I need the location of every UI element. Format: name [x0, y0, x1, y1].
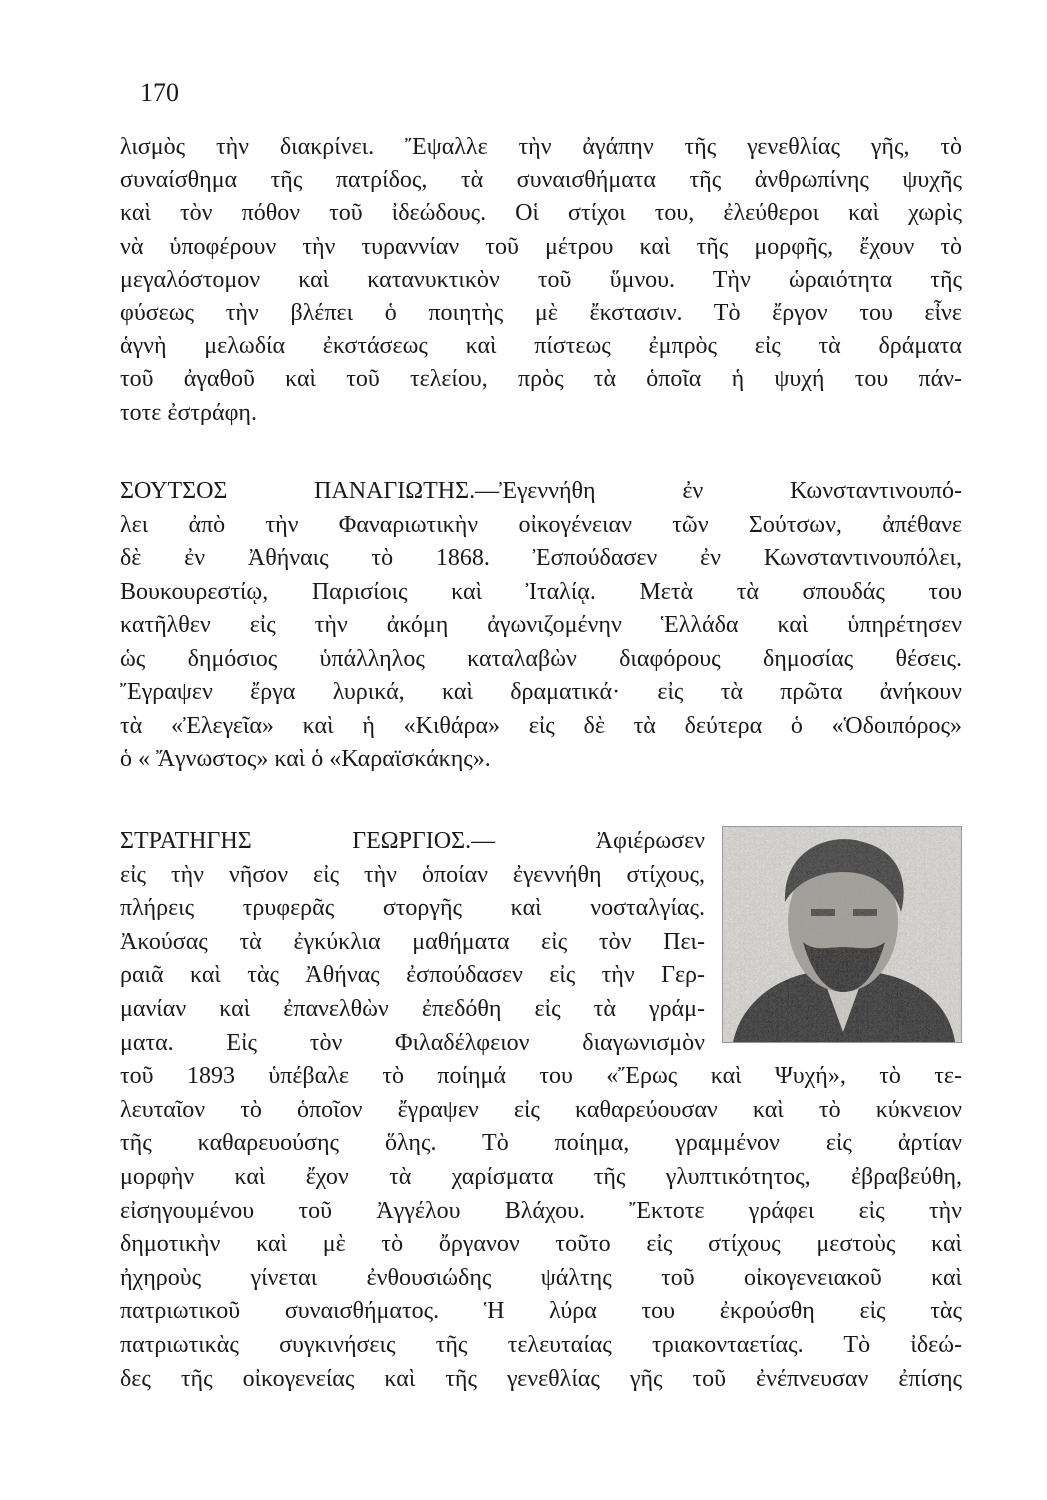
- text-line: ἠχηροὺς γίνεται ἐνθουσιώδης ψάλτης τοῦ οἰκογενειακοῦ καὶ: [120, 1264, 962, 1291]
- text-line: ὁ « Ἄγνωστος» καὶ ὁ «Καραϊσκάκης».: [120, 746, 491, 772]
- text-line: συναίσθημα τῆς πατρίδος, τὰ συναισθήματα τῆς ἀνθρωπίνης ψυχῆς: [120, 167, 962, 194]
- text-line: Ἔγραψεν ἔργα λυρικά, καὶ δραματικά· εἰς τὰ πρῶτα ἀνήκουν: [120, 679, 962, 705]
- text-line: ἁγνὴ μελωδία ἐκστάσεως καὶ πίστεως ἐμπρὸς εἰς τὰ δράματα: [120, 333, 962, 360]
- text-line: μανίαν καὶ ἐπανελθὼν ἐπεδόθη εἰς τὰ γράμ-: [120, 996, 705, 1022]
- text-line: καὶ τὸν πόθον τοῦ ἰδεώδους. Οἱ στίχοι του, ἐλεύθεροι καὶ χωρὶς: [120, 200, 962, 227]
- text-line: δὲ ἐν Ἀθήναις τὸ 1868. Ἐσπούδασεν ἐν Κωνσταντινουπόλει,: [120, 545, 962, 571]
- text-line: κατῆλθεν εἰς τὴν ἀκόμη ἀγωνιζομένην Ἑλλάδα καὶ ὑπηρέτησεν: [120, 612, 962, 638]
- entry-heading-line: ΣΟΥΤΣΟΣ ΠΑΝΑΓΙΩΤΗΣ.—Ἐγεννήθη ἐν Κωνσταντινουπό-: [120, 478, 962, 504]
- text-line: τοῦ ἀγαθοῦ καὶ τοῦ τελείου, πρὸς τὰ ὁποῖα ἡ ψυχή του πάν-: [120, 366, 962, 393]
- text-line: εἰσηγουμένου τοῦ Ἀγγέλου Βλάχου. Ἔκτοτε γράφει εἰς τὴν: [120, 1197, 962, 1224]
- text-line: νὰ ὑποφέρουν τὴν τυραννίαν τοῦ μέτρου καὶ τῆς μορφῆς, ἔχουν τὸ: [120, 233, 962, 260]
- text-line: φύσεως τὴν βλέπει ὁ ποιητὴς μὲ ἔκστασιν. Τὸ ἔργον του εἶνε: [120, 300, 962, 326]
- text-line: δημοτικὴν καὶ μὲ τὸ ὄργανον τοῦτο εἰς στίχους μεστοὺς καὶ: [120, 1231, 962, 1258]
- text-line: πατριωτικὰς συγκινήσεις τῆς τελευταίας τριακονταετίας. Τὸ ἰδεώ-: [120, 1332, 962, 1358]
- text-line: δες τῆς οἰκογενείας καὶ τῆς γενεθλίας γῆς τοῦ ἐνέπνευσαν ἐπίσης: [120, 1365, 962, 1392]
- text-line: τῆς καθαρευούσης ὅλης. Τὸ ποίημα, γραμμένον εἰς ἀρτίαν: [120, 1130, 962, 1157]
- text-line: εἰς τὴν νῆσον εἰς τὴν ὁποίαν ἐγεννήθη στίχους,: [120, 861, 705, 888]
- text-line: Ἀκούσας τὰ ἐγκύκλια μαθήματα εἰς τὸν Πει-: [120, 928, 705, 955]
- page-number: 170: [140, 78, 179, 107]
- portrait-photo: [722, 826, 962, 1043]
- text-line: μεγαλόστομον καὶ κατανυκτικὸν τοῦ ὕμνου. Τὴν ὡραιότητα τῆς: [120, 266, 962, 293]
- text-line: ὡς δημόσιος ὑπάλληλος καταλαβὼν διαφόρους δημοσίας θέσεις.: [120, 645, 962, 672]
- text-line: λισμὸς τὴν διακρίνει. Ἔψαλλε τὴν ἀγάπην τῆς γενεθλίας γῆς, τὸ: [120, 134, 962, 160]
- text-line: ραιᾶ καὶ τὰς Ἀθήνας ἐσπούδασεν εἰς τὴν Γερ-: [120, 962, 705, 989]
- text-line: τοτε ἐστράφη.: [120, 399, 257, 426]
- text-line: τὰ «Ἐλεγεῖα» καὶ ἡ «Κιθάρα» εἰς δὲ τὰ δεύτερα ὁ «Ὁδοιπόρος»: [120, 712, 962, 739]
- text-line: μορφὴν καὶ ἔχον τὰ χαρίσματα τῆς γλυπτικότητος, ἐβραβεύθη,: [120, 1164, 962, 1190]
- portrait-image-icon: [723, 827, 961, 1042]
- text-line: λει ἀπὸ τὴν Φαναριωτικὴν οἰκογένειαν τῶν Σούτσων, ἀπέθανε: [120, 511, 962, 538]
- text-line: πατριωτικοῦ συναισθήματος. Ἡ λύρα του ἐκρούσθη εἰς τὰς: [120, 1298, 962, 1325]
- text-line: λευταῖον τὸ ὁποῖον ἔγραψεν εἰς καθαρεύουσαν καὶ τὸ κύκνειον: [120, 1096, 962, 1123]
- entry-heading-line: ΣΤΡΑΤΗΓΗΣ ΓΕΩΡΓΙΟΣ.— Ἀφιέρωσεν: [120, 828, 705, 854]
- text-line: ματα. Εἰς τὸν Φιλαδέλφειον διαγωνισμὸν: [120, 1029, 705, 1056]
- text-line: πλήρεις τρυφερᾶς στοργῆς καὶ νοσταλγίας.: [120, 895, 705, 922]
- text-line: Βουκουρεστίῳ, Παρισίοις καὶ Ἰταλίᾳ. Μετὰ τὰ σπουδάς του: [120, 578, 962, 605]
- text-line: τοῦ 1893 ὑπέβαλε τὸ ποίημά του «Ἔρως καὶ Ψυχή», τὸ τε-: [120, 1063, 962, 1090]
